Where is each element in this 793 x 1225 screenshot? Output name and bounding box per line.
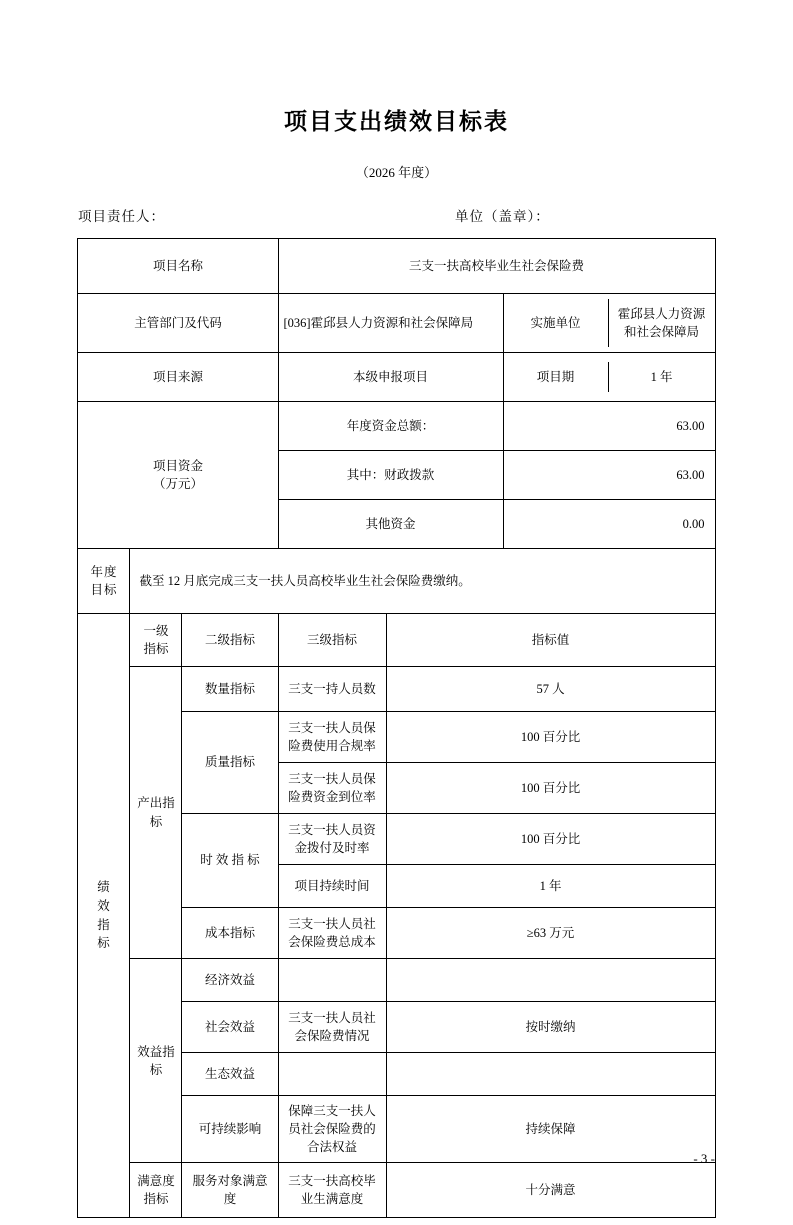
project-period-cell xyxy=(503,353,715,402)
funds-row-value: 63.00 xyxy=(503,451,715,500)
performance-target-table xyxy=(77,238,715,1218)
group-level1-output xyxy=(130,667,182,959)
group-level1-line1: 产出指 xyxy=(137,796,175,811)
level3-label xyxy=(278,959,386,1002)
project-name-value: 三支一扶高校毕业生社会保险费 xyxy=(278,239,715,294)
impl-unit-value: 霍邱县人力资源和社会保障局 xyxy=(617,306,706,339)
header-level1 xyxy=(130,614,182,667)
table-row-department xyxy=(78,294,715,353)
page-title: 项目支出绩效目标表 xyxy=(284,109,509,134)
performance-side-label: 绩 效 指 标 xyxy=(78,614,130,1218)
header-level1-line1: 一级 xyxy=(143,623,169,638)
level2-label: 质量指标 xyxy=(182,712,278,814)
header-level3: 三级指标 xyxy=(278,614,386,667)
funds-label xyxy=(78,402,278,549)
table-row-funds-total xyxy=(78,402,715,451)
impl-unit-cell xyxy=(503,294,715,353)
header-level2: 二级指标 xyxy=(182,614,278,667)
indicator-value: 1 年 xyxy=(386,865,715,908)
annual-goal-value: 截至 12 月底完成三支一扶人员高校毕业生社会保险费缴纳。 xyxy=(130,549,715,614)
indicator-value xyxy=(386,959,715,1002)
level3-label: 三支一扶人员保险费资金到位率 xyxy=(278,763,386,814)
unit-seal-label: 单位（盖章）： xyxy=(455,209,550,224)
level2-label: 社会效益 xyxy=(182,1002,278,1053)
level2-label: 服务对象满意度 xyxy=(182,1163,278,1218)
group-level1-line2: 指标 xyxy=(143,1192,169,1207)
level3-label: 项目持续时间 xyxy=(278,865,386,908)
table-row-project-name xyxy=(78,239,715,294)
table-row-annual-goal xyxy=(78,549,715,614)
indicator-value: 57 人 xyxy=(386,667,715,712)
indicator-value: 100 百分比 xyxy=(386,814,715,865)
table-row-output-1 xyxy=(78,667,715,712)
header-level1-line2: 指标 xyxy=(143,642,169,656)
indicator-value: 持续保障 xyxy=(386,1096,715,1163)
indicator-value: ≥63 万元 xyxy=(386,908,715,959)
project-period-label: 项目期 xyxy=(504,362,609,392)
indicator-value: 十分满意 xyxy=(386,1163,715,1218)
funds-row-name: 其他资金 xyxy=(278,500,503,549)
department-value: [036]霍邱县人力资源和社会保障局 xyxy=(278,294,503,353)
level3-label: 三支一持人员数 xyxy=(278,667,386,712)
level2-label: 成本指标 xyxy=(182,908,278,959)
responsible-person-label: 项目责任人： xyxy=(78,209,165,224)
impl-unit-label: 实施单位 xyxy=(504,299,609,347)
level2-label: 时 效 指 标 xyxy=(182,814,278,908)
group-level1-line1: 效益指 xyxy=(137,1044,175,1059)
funds-row-value: 0.00 xyxy=(503,500,715,549)
page-subtitle: （2026 年度） xyxy=(355,165,438,180)
level3-label: 三支一扶高校毕业生满意度 xyxy=(278,1163,386,1218)
table-row-project-source xyxy=(78,353,715,402)
indicator-value xyxy=(386,1053,715,1096)
level2-label: 经济效益 xyxy=(182,959,278,1002)
table-row-benefit-1 xyxy=(78,959,715,1002)
level2-label: 生态效益 xyxy=(182,1053,278,1096)
header-value: 指标值 xyxy=(386,614,715,667)
indicator-value: 100 百分比 xyxy=(386,763,715,814)
level2-label: 数量指标 xyxy=(182,667,278,712)
level3-label xyxy=(278,1053,386,1096)
level3-label: 三支一扶人员资金拨付及时率 xyxy=(278,814,386,865)
level3-label: 三支一扶人员社会保险费情况 xyxy=(278,1002,386,1053)
project-name-label: 项目名称 xyxy=(78,239,278,294)
funds-label-line1: 项目资金 xyxy=(152,458,203,473)
group-level1-line2: 标 xyxy=(149,814,163,829)
department-label: 主管部门及代码 xyxy=(78,294,278,353)
indicator-value: 100 百分比 xyxy=(386,712,715,763)
meta-row xyxy=(0,205,793,225)
project-period-value: 1 年 xyxy=(650,369,673,384)
level3-label: 保障三支一扶人员社会保险费的合法权益 xyxy=(278,1096,386,1163)
indicator-value: 按时缴纳 xyxy=(386,1002,715,1053)
group-level1-line2: 标 xyxy=(149,1062,163,1077)
level2-label: 可持续影响 xyxy=(182,1096,278,1163)
funds-row-value: 63.00 xyxy=(503,402,715,451)
table-row-perf-header xyxy=(78,614,715,667)
document-page xyxy=(0,103,793,1225)
group-level1-satisfaction xyxy=(130,1163,182,1218)
level3-label: 三支一扶人员社会保险费总成本 xyxy=(278,908,386,959)
annual-goal-label-line1: 年度 xyxy=(90,564,118,579)
funds-label-line2: （万元） xyxy=(152,477,203,491)
annual-goal-label-line2: 目标 xyxy=(90,583,118,597)
page-number: - 3 - xyxy=(693,1151,715,1166)
project-source-value: 本级申报项目 xyxy=(278,353,503,402)
funds-row-name: 年度资金总额： xyxy=(278,402,503,451)
annual-goal-label xyxy=(78,549,130,614)
table-row-satisfaction-1 xyxy=(78,1163,715,1218)
group-level1-benefit xyxy=(130,959,182,1163)
project-source-label: 项目来源 xyxy=(78,353,278,402)
level3-label: 三支一扶人员保险费使用合规率 xyxy=(278,712,386,763)
group-level1-line1: 满意度 xyxy=(137,1174,175,1189)
funds-row-name: 其中：财政拨款 xyxy=(278,451,503,500)
